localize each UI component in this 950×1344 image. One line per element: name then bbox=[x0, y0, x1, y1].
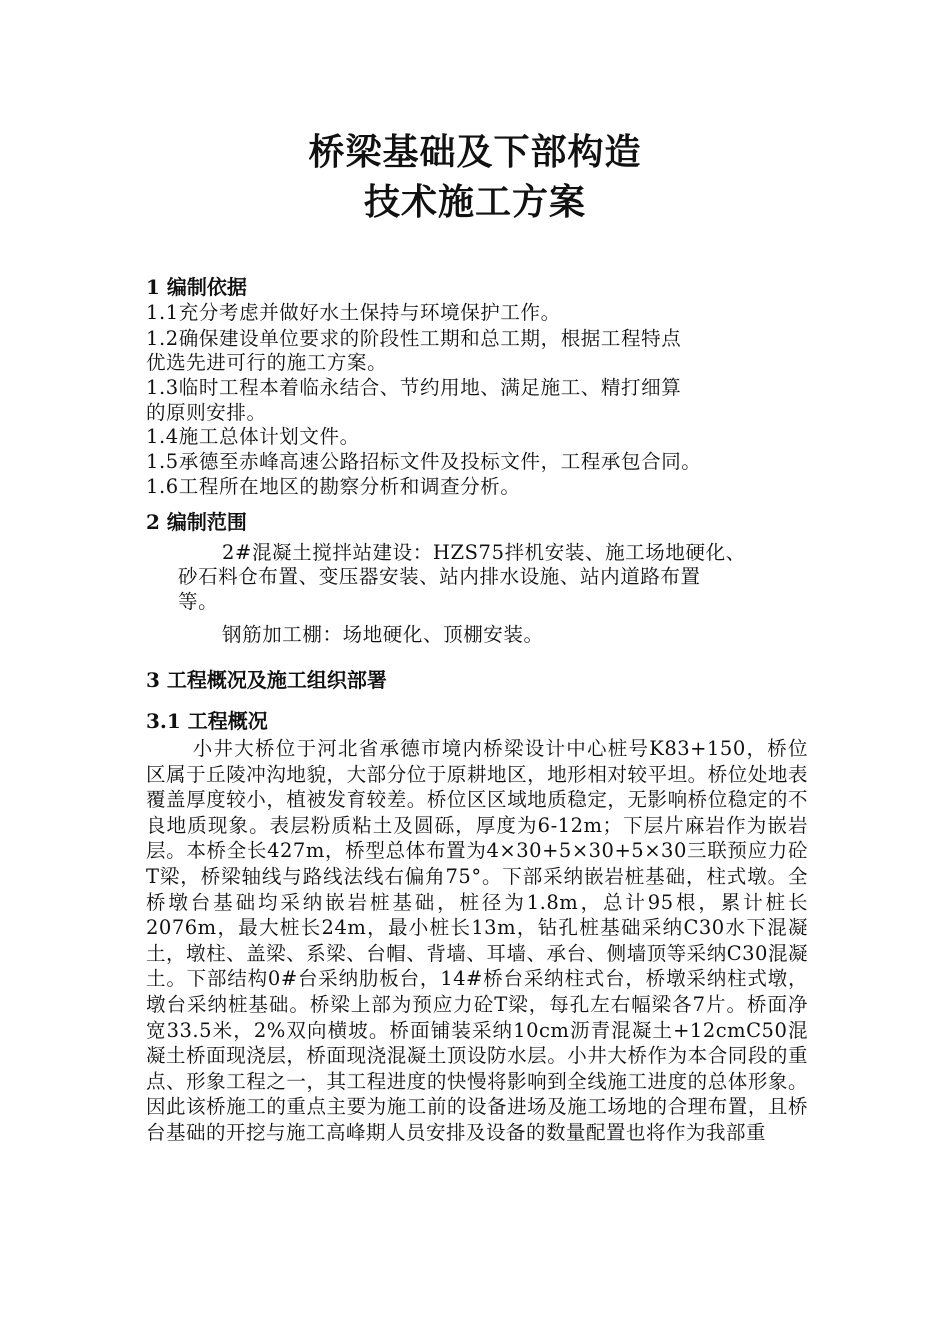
section-1-item: 1.2确保建设单位要求的阶段性工期和总工期，根据工程特点 bbox=[146, 327, 682, 350]
section-2-line: 等。 bbox=[178, 590, 219, 613]
section-1-heading: 1 编制依据 bbox=[146, 275, 247, 299]
section-1-item: 优选先进可行的施工方案。 bbox=[146, 351, 388, 374]
document-title-line-2: 技术施工方案 bbox=[363, 181, 586, 223]
section-1-item: 的原则安排。 bbox=[146, 401, 267, 424]
section-1-item: 1.1充分考虑并做好水土保持与环境保护工作。 bbox=[146, 301, 561, 324]
project-overview-paragraph bbox=[146, 736, 808, 1146]
section-2-line: 砂石料仓布置、变压器安装、站内排水设施、站内道路布置 bbox=[178, 565, 701, 588]
document-title-line-1: 桥梁基础及下部构造 bbox=[308, 131, 642, 173]
section-2-heading: 2 编制范围 bbox=[146, 510, 247, 534]
section-1-item: 1.5承德至赤峰高速公路招标文件及投标文件，工程承包合同。 bbox=[146, 450, 702, 473]
section-1-item: 1.3临时工程本着临永结合、节约用地、满足施工、精打细算 bbox=[146, 376, 682, 399]
project-overview-text: 小井大桥位于河北省承德市境内桥梁设计中心桩号K83+150，桥位区属于丘陵冲沟地貌，大部分位于原耕地区，地形相对较平坦。桥位处地表覆盖厚度较小，植被发育较差。桥位区区域地质稳定，无影响桥位稳定的不良地质现象。表层粉质粘土及圆砾，厚度为6-12m；下层片麻岩作为嵌岩层。本桥全长427m，桥型总体布置为4×30+5×30+5×30三联预应力砼T梁，桥梁轴线与路线法线右偏角75°。下部采纳嵌岩桩基础，柱式墩。全桥墩台基础均采纳嵌岩桩基础，桩径为1.8m，总计95根，累计桩长2076m，最大桩长24m，最小桩长13m，钻孔桩基础采纳C30水下混凝土，墩柱、盖梁、系梁、台帽、背墙、耳墙、承台、侧墙顶等采纳C30混凝土。下部结构0#台采纳肋板台，14#桥台采纳柱式台，桥墩采纳柱式墩，墩台采纳桩基础。桥梁上部为预应力砼T梁，每孔左右幅梁各7片。桥面净宽33.5米，2%双向横坡。桥面铺装采纳10cm沥青混凝土+12cmC50混凝土桥面现浇层，桥面现浇混凝土顶设防水层。小井大桥作为本合同段的重点、形象工程之一，其工程进度的快慢将影响到全线施工进度的总体形象。因此该桥施工的重点主要为施工前的设备进场及施工场地的合理布置，且桥台基础的开挖与施工高峰期人员安排及设备的数量配置也将作为我部重 bbox=[146, 737, 808, 1144]
section-1-item: 1.4施工总体计划文件。 bbox=[146, 425, 360, 448]
section-3-heading: 3 工程概况及施工组织部署 bbox=[146, 668, 387, 692]
section-2-line: 2#混凝土搅拌站建设：HZS75拌机安装、施工场地硬化、 bbox=[222, 541, 746, 564]
section-3-1-heading: 3.1 工程概况 bbox=[146, 709, 268, 733]
section-2-line: 钢筋加工棚：场地硬化、顶棚安装。 bbox=[222, 623, 544, 646]
section-1-item: 1.6工程所在地区的勘察分析和调查分析。 bbox=[146, 475, 521, 498]
